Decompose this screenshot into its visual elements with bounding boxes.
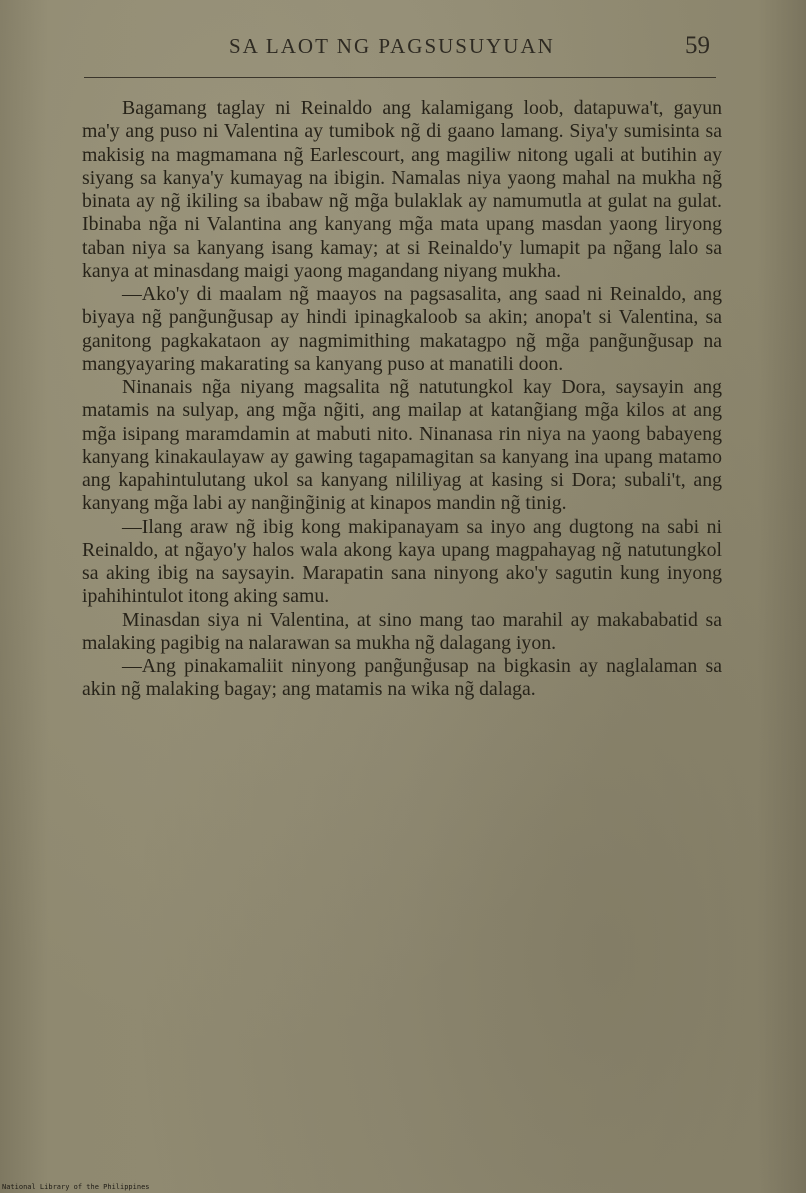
paragraph: Minasdan siya ni Valentina, at sino mang tao marahil ay makababatid sa malaking pagibig na nalarawan sa mukha ng̃ dalagang iyon. [82, 608, 722, 654]
paragraph: —Ilang araw ng̃ ibig kong makipanayam sa inyo ang dugtong na sabi ni Reinaldo, at ng̃ayo'y halos wala akong kaya upang magpahayag ng̃ natutungkol sa aking ibig na saysayin. Marapatin sana ninyong ako'y sagutin kung inyong ipahihintulot itong aking samu. [82, 515, 722, 608]
page-number: 59 [685, 32, 710, 59]
paragraph: —Ang pinakamaliit ninyong pang̃ung̃usap na bigkasin ay naglalaman sa akin ng̃ malaking bagay; ang matamis na wika ng̃ dalaga. [82, 655, 722, 701]
library-credit: National Library of the Philippines [2, 1183, 150, 1191]
paragraph: Ninanais ng̃a niyang magsalita ng̃ natutungkol kay Dora, saysayin ang matamis na sulyap, ang mg̃a ng̃iti, ang mailap at katang̃iang mg̃a kilos at ang mg̃a isipang maramdamin at mabuti nito. Ninanasa rin niya na yaong babayeng kanyang kinakaulayaw ay gawing tagapamagitan sa kanyang ina upang matamo ang kapahintulutang ukol sa kanyang nililiyag at kasing si Dora; subali't, ang kanyang mg̃a labi ay nang̃ing̃inig at kinapos mandin ng̃ tinig. [82, 376, 722, 515]
running-head: SA LAOT NG PAGSUSUYUAN [229, 34, 555, 58]
body-text [82, 97, 722, 702]
paragraph: Bagamang taglay ni Reinaldo ang kalamigang loob, datapuwa't, gayun ma'y ang puso ni Valentina ay tumibok ng̃ di gaano lamang. Siya'y sumisinta sa makisig na magmamana ng̃ Earlescourt, ang magiliw nitong ugali at butihin ay siyang sa kanya'y kumayag na ibigin. Namalas niya yaong mahal na mukha ng̃ binata ay ng̃ ikiling sa ibabaw ng̃ mg̃a bulaklak ay namumutla at gulat na gulat. Ibinaba ng̃a ni Valantina ang kanyang mg̃a mata upang masdan yaong liryong taban niya sa kanyang isang kamay; at si Reinaldo'y lumapit pa ng̃ang lalo sa kanya at minasdang maigi yaong magandang niyang mukha. [82, 97, 722, 282]
paragraph: —Ako'y di maalam ng̃ maayos na pagsasalita, ang saad ni Reinaldo, ang biyaya ng̃ pang̃ung̃usap ay hindi ipinagkaloob sa akin; anopa't si Valentina, sa ganitong pagkakataon ay nagmimithing makatagpo ng̃ mg̃a pang̃ung̃usap na mangyayaring makarating sa kanyang puso at manatili doon. [82, 283, 722, 375]
page-header [84, 34, 722, 68]
header-rule [84, 77, 716, 78]
